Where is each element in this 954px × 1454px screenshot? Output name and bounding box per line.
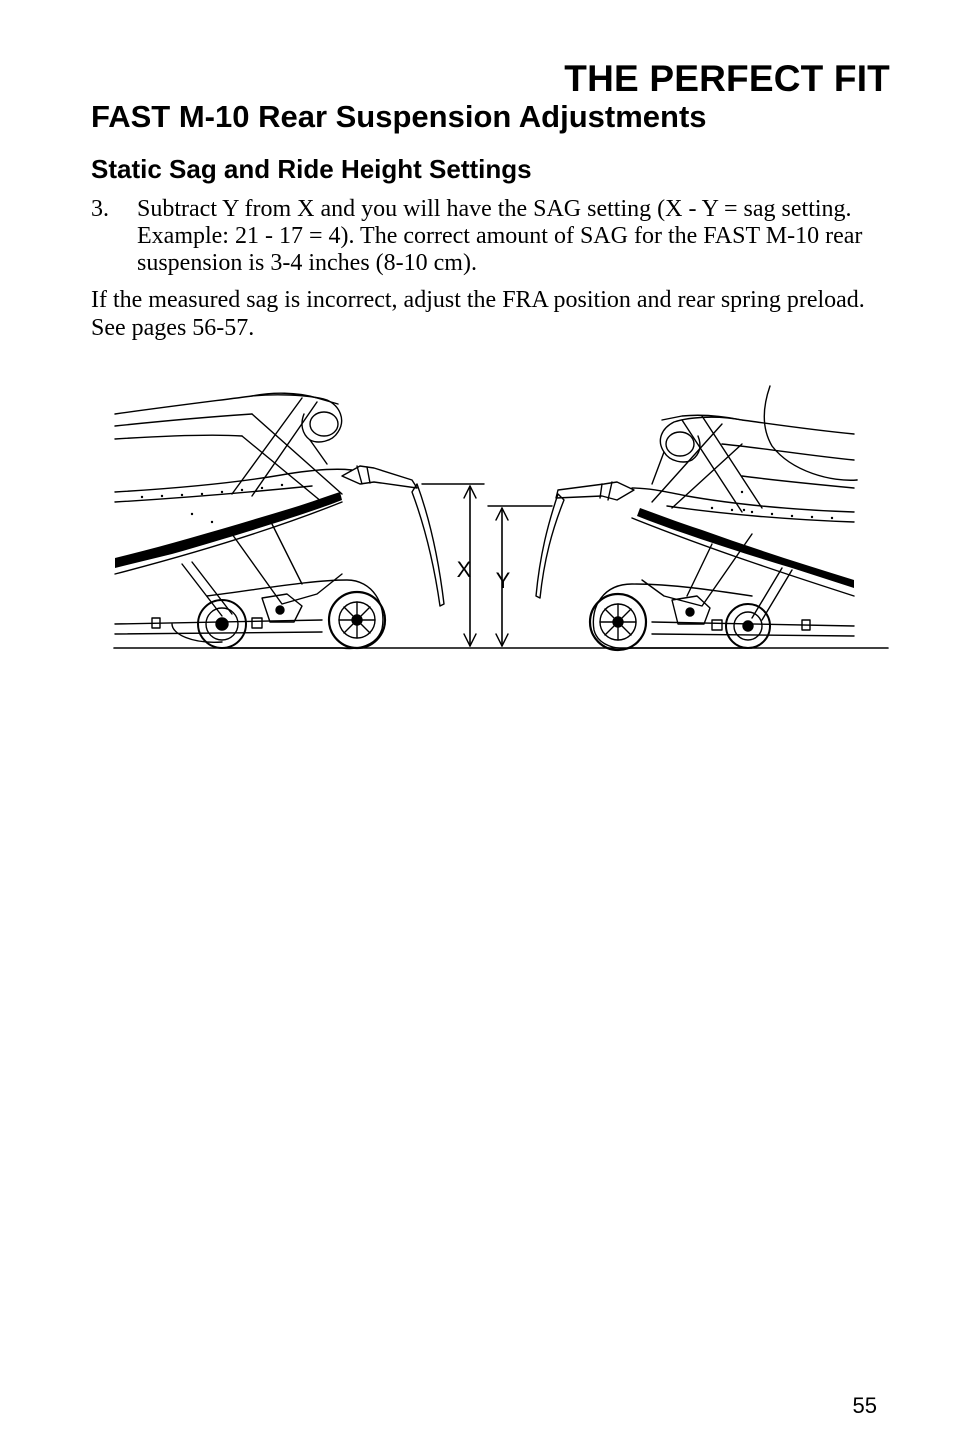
label-x: X: [456, 557, 472, 582]
section-title: FAST M-10 Rear Suspension Adjustments: [91, 99, 707, 134]
page-number: 55: [852, 1393, 877, 1418]
measurement-x: [422, 484, 484, 646]
sag-measurement-illustration: [112, 384, 892, 654]
right-idler-wheel: [726, 604, 770, 648]
body-paragraph: If the measured sag is incorrect, adjust the FRA position and rear spring preload. See pages 56-57.: [91, 287, 865, 341]
snowmobile-rear-loaded: [536, 386, 857, 650]
step-item: [91, 196, 891, 277]
step-text: Subtract Y from X and you will have the SAG setting (X - Y = sag setting. Example: 21 - 17 = 4). The correct amount of SAG for the FAST M-10 rear suspension is 3-4 inches (8-10 cm).: [137, 196, 863, 276]
chapter-title: THE PERFECT FIT: [564, 58, 890, 99]
subsection-title: Static Sag and Ride Height Settings: [91, 154, 532, 184]
step-number: 3.: [91, 196, 109, 222]
left-rear-wheel: [329, 592, 385, 648]
snowmobile-rear-unloaded: [115, 393, 444, 648]
right-rear-wheel: [590, 594, 646, 650]
label-y: Y: [495, 568, 511, 593]
left-idler-wheel: [198, 600, 246, 648]
